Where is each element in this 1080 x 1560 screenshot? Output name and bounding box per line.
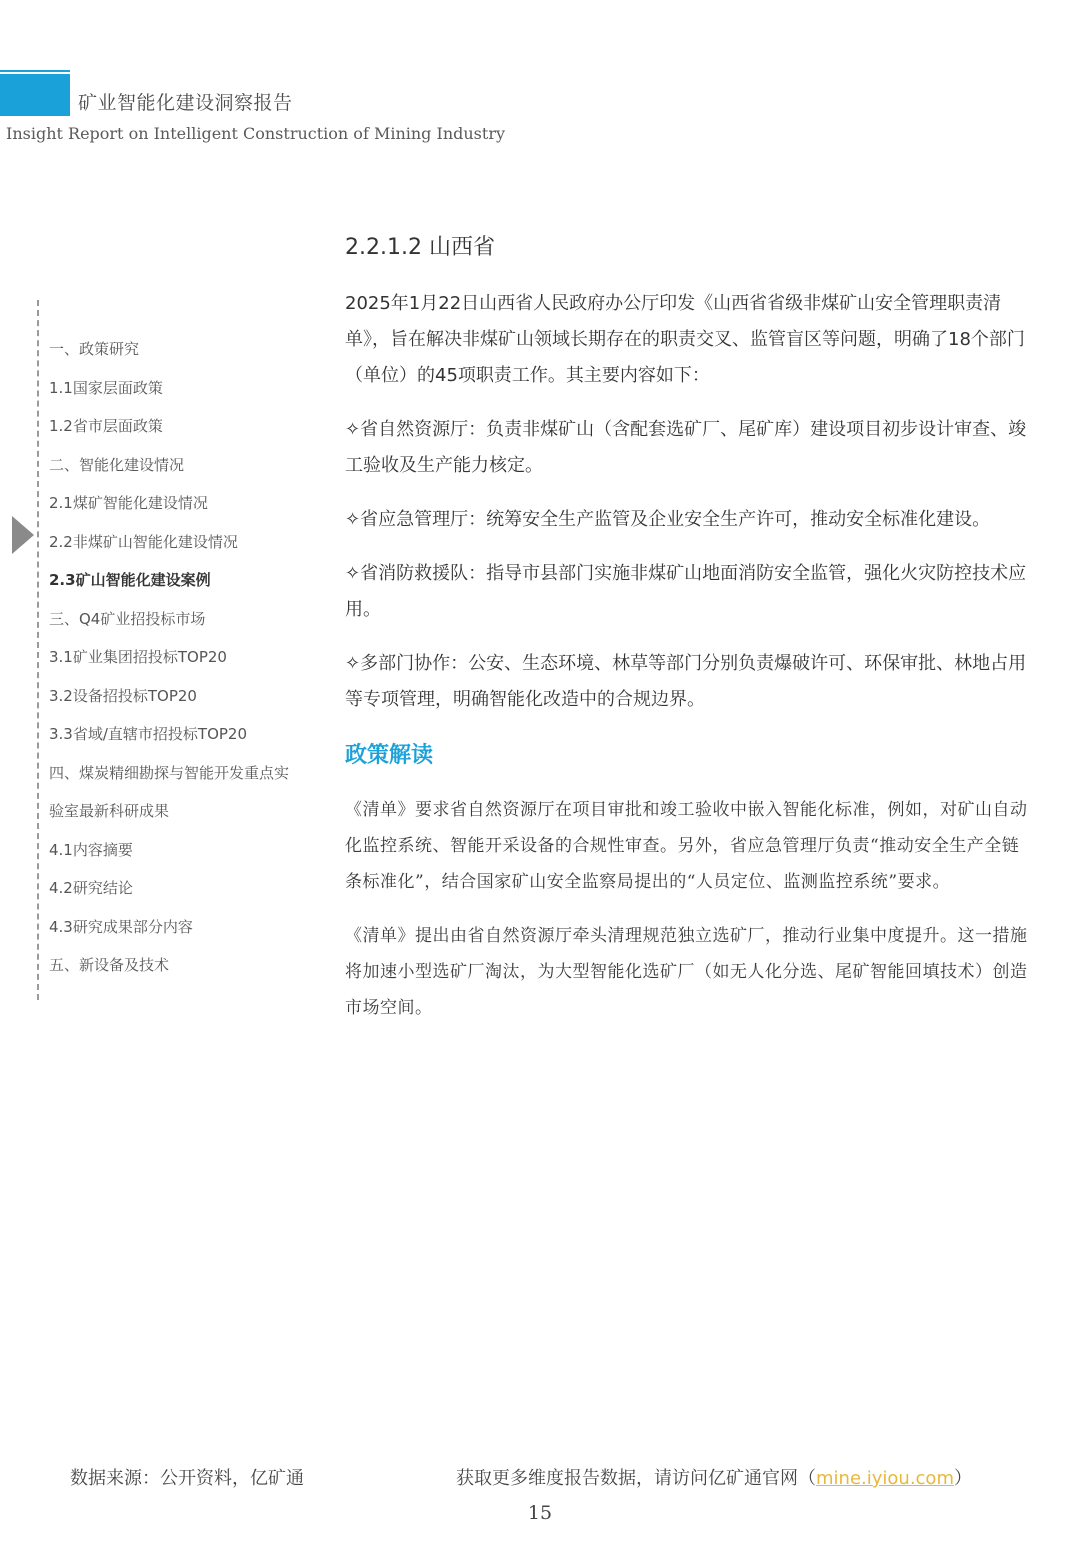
interpretation-paragraph: 《清单》要求省自然资源厅在项目审批和竣工验收中嵌入智能化标准，例如，对矿山自动化监控系统、智能开采设备的合规性审查。另外，省应急管理厅负责“推动安全生产全链条标准化”，结合国家矿山安全监察局提出的“人员定位、监测监控系统”要求。	[345, 800, 1028, 892]
duty-item: ✧省应急管理厅：统筹安全生产监管及企业安全生产许可，推动安全标准化建设。	[345, 509, 991, 530]
report-subtitle: Insight Report on Intelligent Construction of Mining Industry	[6, 124, 505, 143]
toc-item[interactable]: 3.2设备招投标TOP20	[49, 686, 197, 705]
toc-item[interactable]: 4.3研究成果部分内容	[49, 917, 193, 936]
page-number: 15	[527, 1502, 553, 1524]
website-link[interactable]: mine.iyiou.com	[816, 1468, 954, 1489]
toc-item-active[interactable]: 2.3矿山智能化建设案例	[49, 571, 211, 589]
data-source: 数据来源：公开资料，亿矿通	[70, 1468, 304, 1489]
toc-item[interactable]: 4.2研究结论	[49, 879, 133, 897]
table-of-contents	[49, 330, 289, 985]
toc-item[interactable]: 2.1煤矿智能化建设情况	[49, 494, 208, 512]
report-title: 矿业智能化建设洞察报告	[78, 92, 293, 114]
duty-item: ✧省消防救援队：指导市县部门实施非煤矿山地面消防安全监管，强化火灾防控技术应用。	[345, 563, 1027, 620]
toc-item[interactable]: 二、智能化建设情况	[49, 455, 185, 474]
toc-item[interactable]: 验室最新科研成果	[49, 802, 170, 820]
toc-item[interactable]: 三、Q4矿业招投标市场	[49, 609, 206, 628]
website-note-suffix: ）	[953, 1468, 972, 1489]
toc-item[interactable]: 一、政策研究	[49, 340, 140, 358]
interpretation-paragraph: 《清单》提出由省自然资源厅牵头清理规范独立选矿厂，推动行业集中度提升。这一措施将加速小型选矿厂淘汰，为大型智能化选矿厂（如无人化分选、尾矿智能回填技术）创造市场空间。	[345, 926, 1028, 1018]
toc-item[interactable]: 1.2省市层面政策	[49, 417, 163, 435]
toc-item[interactable]: 五、新设备及技术	[49, 956, 170, 974]
toc-item[interactable]: 1.1国家层面政策	[49, 378, 163, 397]
toc-item[interactable]: 3.1矿业集团招投标TOP20	[49, 648, 227, 666]
toc-current-arrow-icon	[12, 516, 34, 554]
header-accent-bar	[0, 74, 70, 116]
duty-item: ✧省自然资源厅：负责非煤矿山（含配套选矿厂、尾矿库）建设项目初步设计审查、竣工验收及生产能力核定。	[345, 419, 1027, 476]
main-content	[345, 228, 1035, 1044]
website-note-prefix: 获取更多维度报告数据，请访问亿矿通官网（	[456, 1468, 816, 1489]
section-title: 2.2.1.2 山西省	[345, 235, 495, 260]
interpretation-heading: 政策解读	[345, 743, 434, 768]
toc-item[interactable]: 4.1内容摘要	[49, 840, 133, 859]
toc-item[interactable]: 2.2非煤矿山智能化建设情况	[49, 532, 238, 551]
toc-item[interactable]: 3.3省域/直辖市招投标TOP20	[49, 725, 248, 743]
toc-item[interactable]: 四、煤炭精细勘探与智能开发重点实	[49, 763, 290, 782]
intro-paragraph: 2025年1月22日山西省人民政府办公厅印发《山西省省级非煤矿山安全管理职责清单》，旨在解决非煤矿山领域长期存在的职责交叉、监管盲区等问题，明确了18个部门（单位）的45项职责工作。其主要内容如下：	[345, 293, 1025, 386]
duty-item: ✧多部门协作：公安、生态环境、林草等部门分别负责爆破许可、环保审批、林地占用等专项管理，明确智能化改造中的合规边界。	[345, 653, 1027, 710]
toc-divider	[37, 300, 39, 1000]
website-note	[456, 1464, 972, 1490]
header-accent-line	[0, 70, 70, 72]
